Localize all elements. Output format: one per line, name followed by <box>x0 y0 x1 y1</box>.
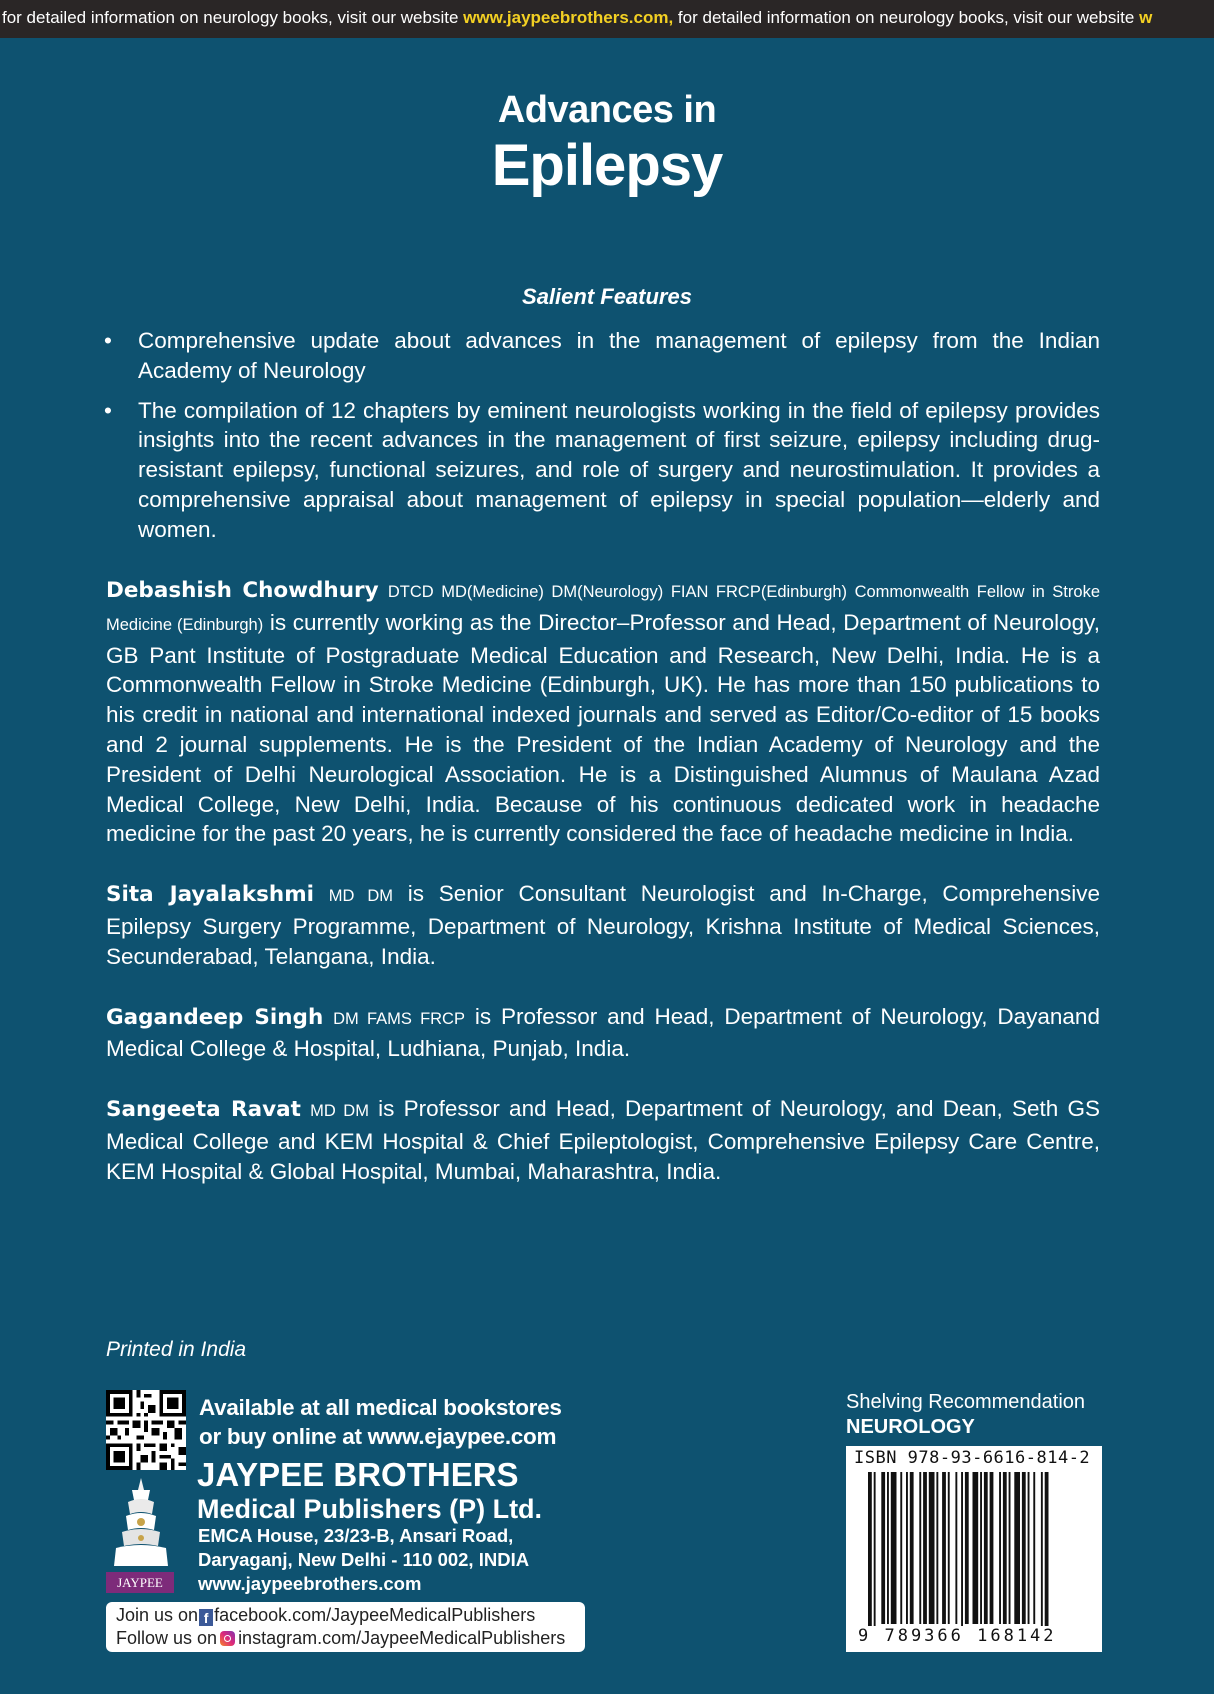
feature-text: Comprehensive update about advances in the management of epilepsy from the Indian Academy of Neurology <box>138 328 1100 383</box>
barcode-bar <box>990 1472 994 1624</box>
barcode-bar <box>1045 1472 1049 1634</box>
bullet-icon: • <box>104 328 112 353</box>
facebook-link[interactable]: facebook.com/JaypeeMedicalPublishers <box>214 1605 536 1625</box>
qr-code-icon[interactable] <box>106 1390 186 1470</box>
facebook-row <box>116 1604 585 1627</box>
instagram-icon[interactable] <box>220 1631 235 1646</box>
shelving-recommendation <box>846 1390 1085 1440</box>
barcode-bar <box>1028 1472 1030 1624</box>
features-heading: Salient Features <box>522 284 692 309</box>
address-line: EMCA House, 23/23-B, Ansari Road, <box>198 1525 514 1546</box>
author-qualifications: DTCD MD(Medicine) DM(Neurology) FIAN FRCP(Edinburgh) Commonwealth Fellow in Stroke Medicine (Edinburgh) <box>106 583 1100 634</box>
shelving-label: Shelving Recommendation <box>846 1391 1086 1413</box>
barcode-bar <box>1041 1472 1043 1634</box>
barcode-bar <box>910 1472 914 1624</box>
author-bio <box>106 575 1100 849</box>
barcode-bar <box>984 1472 988 1624</box>
address-line: Daryaganj, New Delhi - 110 002, INDIA <box>198 1549 530 1570</box>
instagram-prefix: Follow us on <box>116 1628 218 1648</box>
title-line-2: Epilepsy <box>491 133 723 198</box>
barcode-bar <box>906 1472 908 1624</box>
author-qualifications: MD DM <box>328 887 394 906</box>
feature-item <box>102 396 1100 545</box>
author-description: is Senior Consultant Neurologist and In-Charge, Comprehensive Epilepsy Surgery Programme, Department of Neurology, Krishna Institute of Medical Sciences, Secunderabad, Telangana, India. <box>106 881 1101 969</box>
author-bio <box>106 879 1100 971</box>
book-title <box>0 86 1214 198</box>
barcode-bar <box>929 1472 935 1624</box>
banner-text: for detailed information on neurology books, visit our website <box>2 8 464 27</box>
banner-website-link[interactable]: www.jaypeebrothers.com, <box>463 8 674 27</box>
barcode-bar <box>923 1472 927 1624</box>
barcode-bar <box>980 1472 982 1624</box>
banner-website-link-cut[interactable]: w <box>1139 8 1153 27</box>
barcode-bar <box>868 1472 872 1634</box>
barcode-bar <box>1014 1472 1020 1624</box>
author-bios <box>106 575 1100 1217</box>
facebook-prefix: Join us on <box>116 1605 199 1625</box>
barcode-bar <box>900 1472 902 1624</box>
author-description: is Professor and Head, Department of Neurology, Dayanand Medical College & Hospital, Ludhiana, Punjab, India. <box>106 1003 1100 1062</box>
author-qualifications: MD DM <box>310 1102 369 1121</box>
publisher-name: JAYPEE BROTHERS <box>197 1456 519 1493</box>
availability-line: Available at all medical bookstores <box>199 1395 562 1420</box>
shelving-category: NEUROLOGY <box>846 1416 975 1438</box>
author-qualifications: DM FAMS FRCP <box>333 1009 465 1028</box>
printed-in: Printed in India <box>106 1338 247 1361</box>
barcode-digits: 9 789366 168142 <box>858 1626 1057 1646</box>
title-line-1: Advances in <box>497 89 717 131</box>
barcode-bar <box>1003 1472 1007 1624</box>
barcode-bar <box>881 1472 885 1624</box>
availability-text <box>199 1393 562 1451</box>
barcode-bar <box>999 1472 1001 1624</box>
barcode-bar <box>919 1472 921 1624</box>
feature-item <box>102 326 1100 386</box>
barcode-bar <box>948 1472 950 1624</box>
author-name: Sangeeta Ravat <box>106 1097 301 1123</box>
barcode-bar <box>955 1472 957 1624</box>
instagram-link[interactable]: instagram.com/JaypeeMedicalPublishers <box>238 1628 566 1648</box>
barcode-bar <box>936 1472 938 1624</box>
author-name: Debashish Chowdhury <box>106 578 379 603</box>
logo-label: JAYPEE <box>106 1572 174 1593</box>
barcode-bar <box>1022 1472 1026 1624</box>
top-banner <box>0 0 1214 38</box>
author-name: Gagandeep Singh <box>106 1004 324 1030</box>
barcode-bar <box>874 1472 876 1634</box>
publisher-website-link[interactable]: www.jaypeebrothers.com <box>198 1573 422 1594</box>
barcode-icon <box>846 1446 1102 1652</box>
publisher-address <box>198 1524 529 1596</box>
isbn-text: ISBN 978-93-6616-814-2 <box>854 1448 1091 1468</box>
facebook-icon[interactable]: f <box>199 1609 213 1626</box>
instagram-row <box>116 1627 585 1650</box>
author-description: is currently working as the Director–Professor and Head, Department of Neurology, GB Pant Institute of Postgraduate Medical Education and Research, New Delhi, India. He is a Commonwealth Fellow in Stroke Medicine (Edinburgh, UK). He has more than 150 publications to his credit in national and international indexed journals and served as Editor/Co-editor of 15 books and 2 journal supplements. He is the President of the Indian Academy of Neurology and the President of Delhi Neurological Association. He is a Distinguished Alumnus of Maulana Azad Medical College, New Delhi, India. Because of his continuous dedicated work in headache medicine for the past 20 years, he is currently considered the face of headache medicine in India. <box>106 609 1100 847</box>
author-bio <box>106 1002 1100 1065</box>
publisher-subtitle: Medical Publishers (P) Ltd. <box>197 1494 543 1524</box>
barcode-bar <box>973 1472 979 1624</box>
barcode-bar <box>961 1472 963 1634</box>
feature-text: The compilation of 12 chapters by eminent neurologists working in the field of epilepsy provides insights into the recent advances in the management of first seizure, epilepsy including drug-resistant epilepsy, functional seizures, and role of surgery and neurostimulation. It provides a comprehensive appraisal about management of epilepsy in special population—elderly and women. <box>138 397 1100 542</box>
banner-text-repeat: for detailed information on neurology books, visit our website <box>673 8 1140 27</box>
barcode-bar <box>887 1472 889 1624</box>
author-description: is Professor and Head, Department of Neurology, and Dean, Seth GS Medical College and KEM Hospital & Chief Epileptologist, Comprehensive Epilepsy Care Centre, KEM Hospital & Global Hospital, Mumbai, Maharashtra, India. <box>106 1096 1100 1184</box>
barcode-bar <box>942 1472 946 1624</box>
barcode-bar <box>965 1472 969 1624</box>
author-name: Sita Jayalakshmi <box>106 882 314 908</box>
isbn-barcode <box>846 1446 1102 1652</box>
features-list <box>102 326 1100 555</box>
jaypee-logo-icon <box>108 1476 174 1574</box>
barcode-bar <box>1033 1472 1035 1624</box>
availability-link[interactable]: or buy online at www.ejaypee.com <box>199 1424 557 1449</box>
social-links <box>106 1602 585 1652</box>
bullet-icon: • <box>104 397 112 423</box>
barcode-bar <box>1009 1472 1011 1624</box>
author-bio <box>106 1094 1100 1186</box>
barcode-bar <box>891 1472 897 1624</box>
